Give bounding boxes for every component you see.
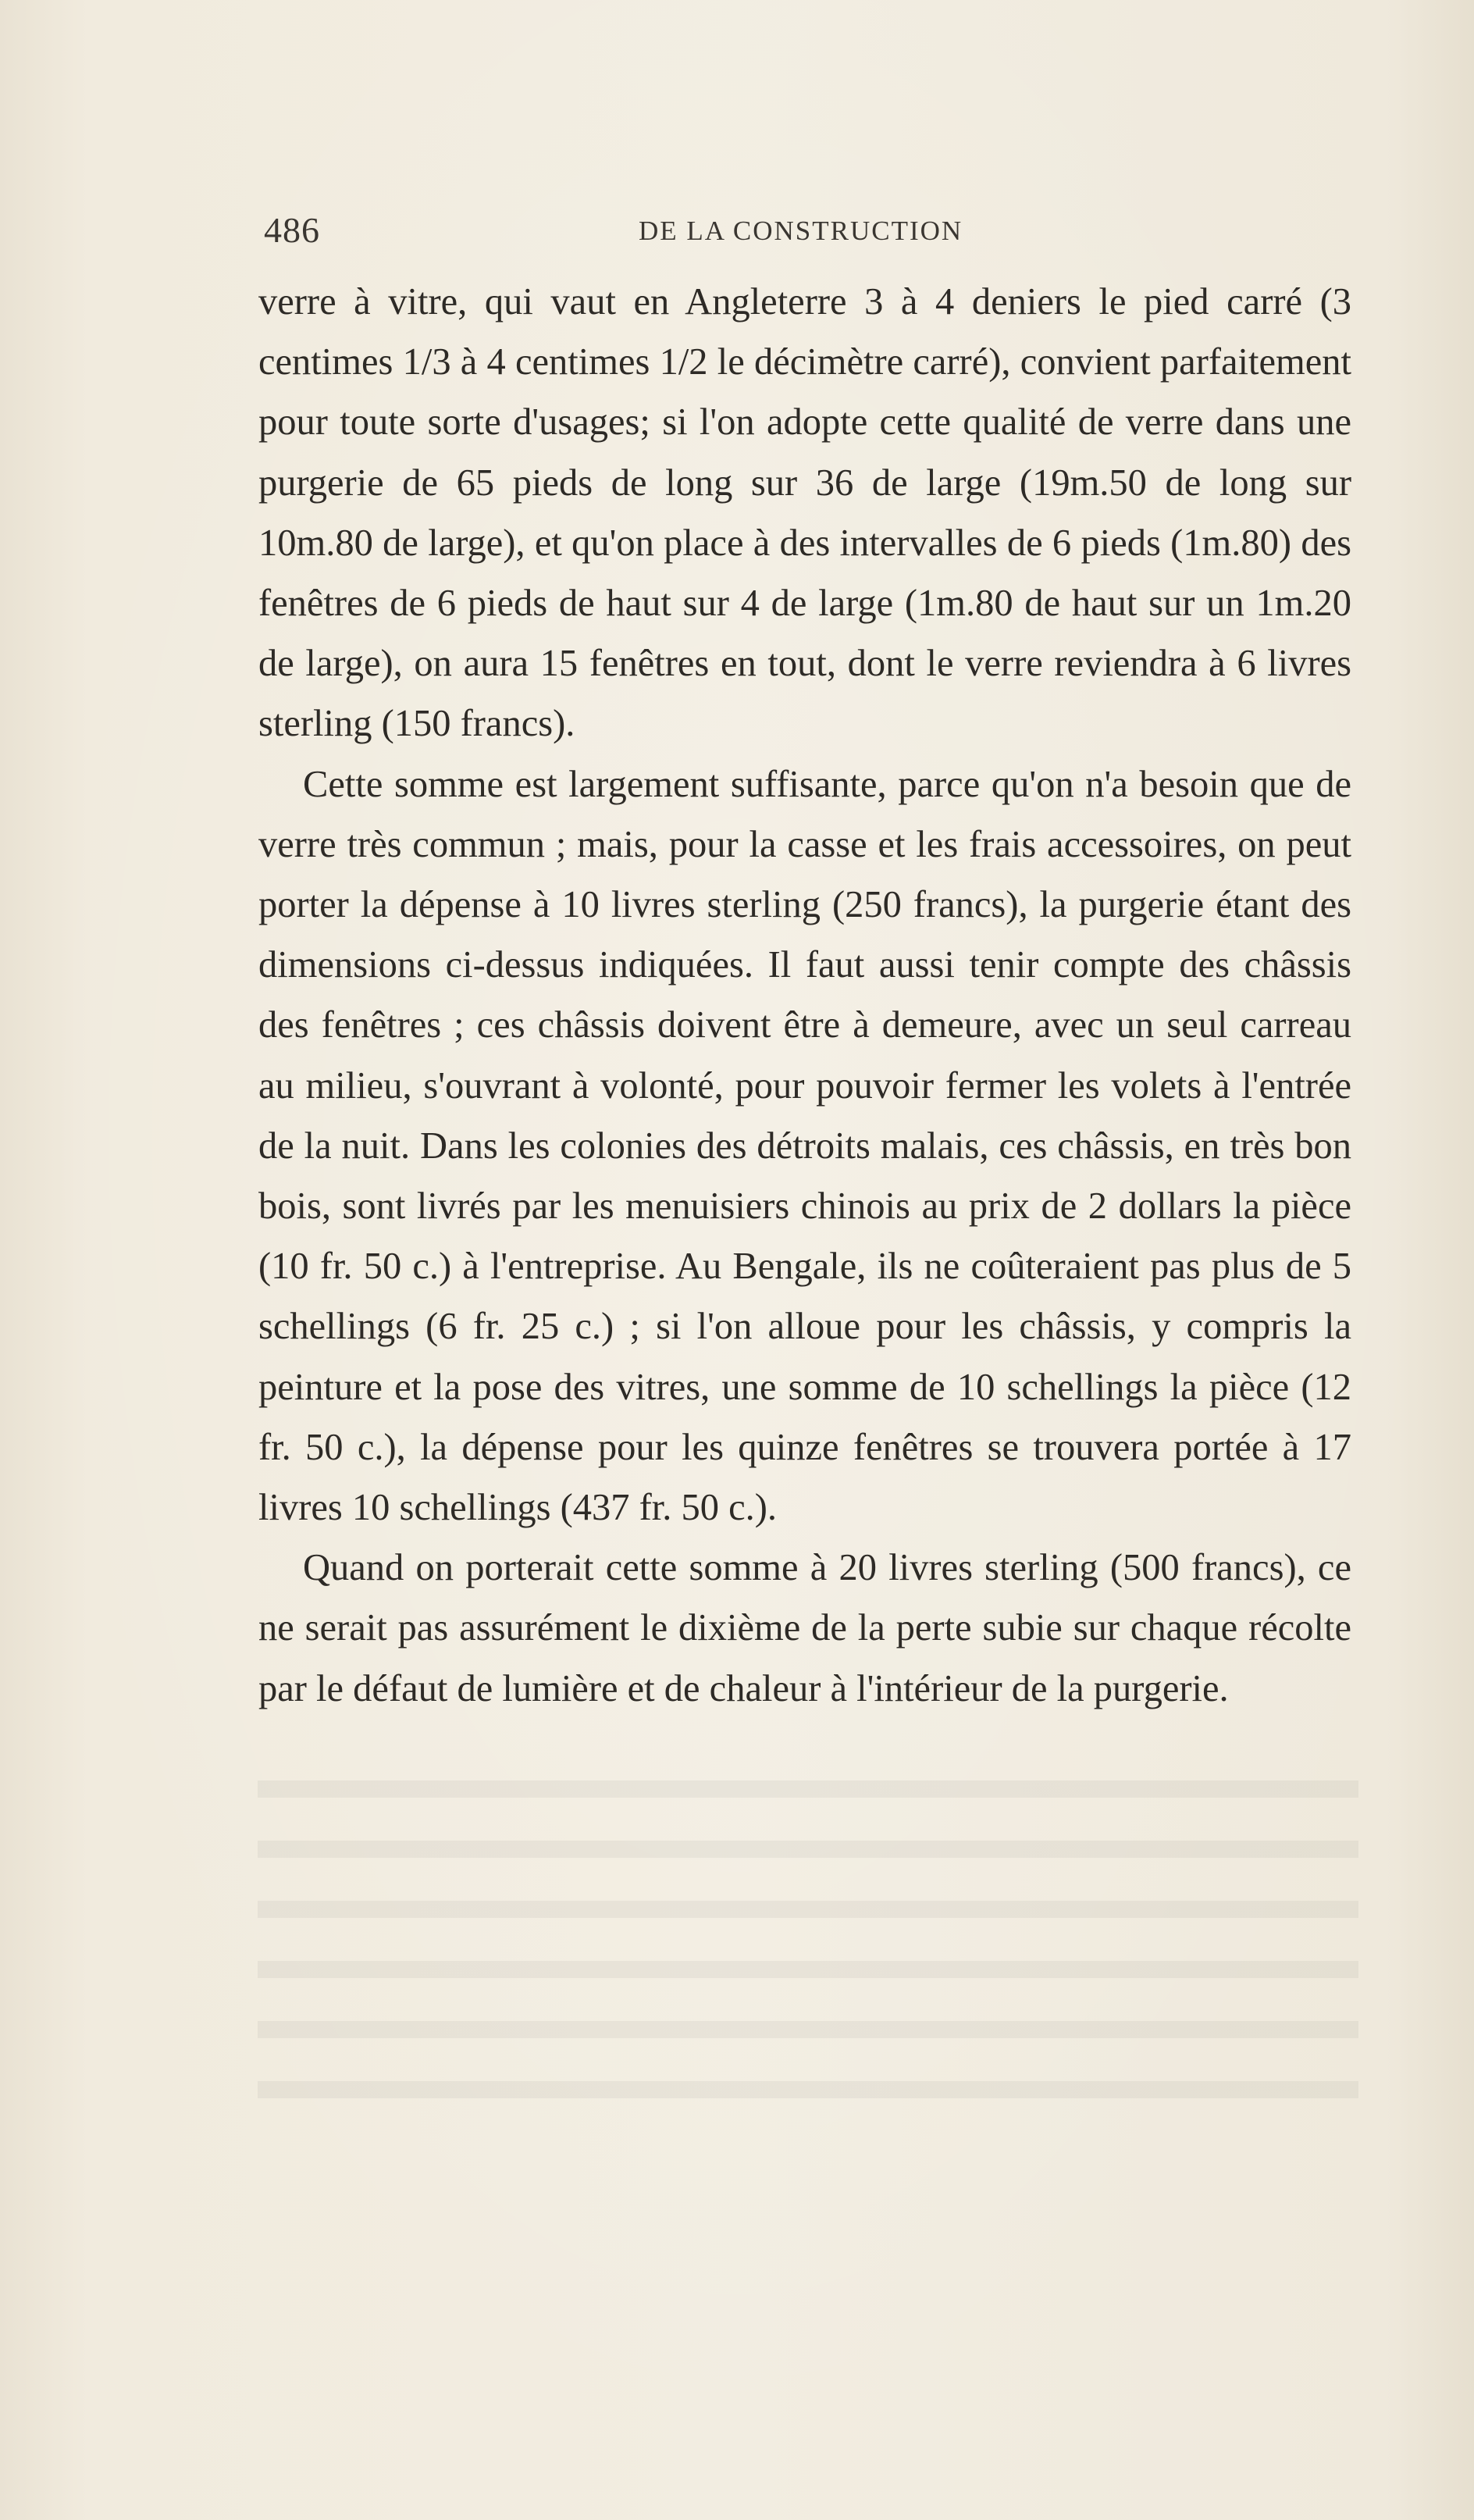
paragraph-3: Quand on porterait cette somme à 20 livres sterling (500 francs), ce ne serait pas assurément le dixième de la perte subie sur chaque récolte par le défaut de lumière et de chaleur à l'intérieur de la purgerie. — [258, 1547, 1351, 1709]
page-header — [264, 209, 1357, 256]
show-through-texture — [258, 1780, 1358, 2108]
page-number: 486 — [264, 210, 320, 250]
running-head: DE LA CONSTRUCTION — [639, 216, 963, 246]
body-text — [258, 272, 1351, 1719]
paragraph-2: Cette somme est largement suffisante, parce qu'on n'a besoin que de verre très commun ; mais, pour la casse et les frais accessoires, on peut porter la dépense à 10 livres sterling (250 francs), la purgerie étant des dimensions ci-dessus indiquées. Il faut aussi tenir compte des châssis des fenêtres ; ces châssis doivent être à demeure, avec un seul carreau au milieu, s'ouvrant à volonté, pour pouvoir fermer les volets à l'entrée de la nuit. Dans les colonies des détroits malais, ces châssis, en très bon bois, sont livrés par les menuisiers chinois au prix de 2 dollars la pièce (10 fr. 50 c.) à l'entreprise. Au Bengale, ils ne coûteraient pas plus de 5 schellings (6 fr. 25 c.) ; si l'on alloue pour les châssis, y compris la peinture et la pose des vitres, une somme de 10 schellings la pièce (12 fr. 50 c.), la dépense pour les quinze fenêtres se trouvera portée à 17 livres 10 schellings (437 fr. 50 c.). — [258, 763, 1351, 1529]
paragraph-1: verre à vitre, qui vaut en Angleterre 3 à 4 deniers le pied carré (3 centimes 1/3 à 4 centimes 1/2 le décimètre carré), convient parfaitement pour toute sorte d'usages; si l'on adopte cette qualité de verre dans une purgerie de 65 pieds de long sur 36 de large (19m.50 de long sur 10m.80 de large), et qu'on place à des intervalles de 6 pieds (1m.80) des fenêtres de 6 pieds de haut sur 4 de large (1m.80 de haut sur un 1m.20 de large), on aura 15 fenêtres en tout, dont le verre reviendra à 6 livres sterling (150 francs). — [258, 281, 1351, 745]
